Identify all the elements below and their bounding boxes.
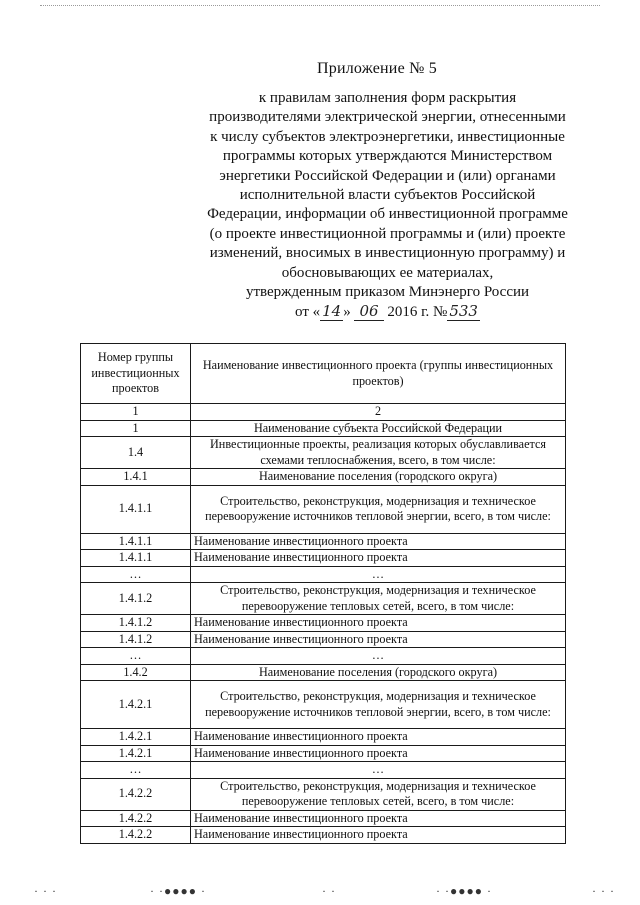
project-name-cell: Наименование инвестиционного проекта	[191, 745, 566, 762]
appendix-title: Приложение № 5	[317, 60, 437, 77]
project-name-cell: …	[191, 762, 566, 779]
preamble-line: энергетики Российской Федерации и (или) органами	[219, 167, 556, 184]
table-row	[81, 533, 566, 550]
group-number-cell: 1.4.1.1	[81, 485, 191, 533]
table-row	[81, 664, 566, 681]
table-row	[81, 778, 566, 810]
table-row	[81, 550, 566, 567]
preamble-line: к числу субъектов электроэнергетики, инвестиционные	[210, 128, 565, 145]
project-name-cell: Инвестиционные проекты, реализация которых обуславливается схемами теплоснабжения, всего, в том числе:	[191, 437, 566, 469]
group-number-cell: 1.4.2.1	[81, 745, 191, 762]
preamble-line: программы которых утверждаются Министерством	[222, 148, 553, 165]
project-name-cell: Наименование инвестиционного проекта	[191, 615, 566, 632]
column-header-group-number: Номер группы инвестиционных проектов	[81, 344, 191, 404]
group-number-cell: 1.4.2	[81, 664, 191, 681]
project-name-cell: Наименование инвестиционного проекта	[191, 729, 566, 746]
scan-artifact-dots: · ·●●●● ·	[436, 884, 492, 898]
scan-artifact-dots: · · ·	[34, 884, 57, 898]
group-number-cell: 1.4.1.2	[81, 583, 191, 615]
group-number-cell: 1.4.1.1	[81, 533, 191, 550]
preamble-line: к правилам заполнения форм раскрытия	[258, 90, 517, 106]
group-number-cell: …	[81, 648, 191, 665]
date-day-handwritten: 14	[322, 302, 342, 321]
project-name-cell: Наименование инвестиционного проекта	[191, 810, 566, 827]
group-number-cell: 1.4.2.1	[81, 729, 191, 746]
project-name-cell: Наименование инвестиционного проекта	[191, 631, 566, 648]
table-row	[81, 762, 566, 779]
group-number-cell: 1.4.2.1	[81, 681, 191, 729]
column-number: 1	[81, 404, 191, 421]
group-number-cell: 1.4.1.2	[81, 615, 191, 632]
table-row	[81, 437, 566, 469]
project-name-cell: Наименование поселения (городского округа)	[191, 469, 566, 486]
project-name-cell: Наименование инвестиционного проекта	[191, 533, 566, 550]
project-name-cell: Наименование поселения (городского округа)	[191, 664, 566, 681]
preamble-line: утвержденным приказом Минэнерго России	[245, 284, 530, 301]
date-prefix: от «	[295, 304, 321, 321]
date-month-handwritten: 06	[354, 302, 383, 321]
project-name-cell: Строительство, реконструкция, модернизация и техническое перевооружение тепловых сетей, всего, в том числе:	[191, 778, 566, 810]
table-row	[81, 631, 566, 648]
group-number-cell: …	[81, 566, 191, 583]
preamble-line: исполнительной власти субъектов Российской	[239, 187, 536, 204]
column-number-row	[81, 404, 566, 421]
table-row	[81, 648, 566, 665]
table-row	[81, 583, 566, 615]
group-number-cell: 1.4.2.2	[81, 827, 191, 844]
project-name-cell: Наименование субъекта Российской Федерации	[191, 420, 566, 437]
table-header-row	[81, 344, 566, 404]
group-number-cell: 1.4	[81, 437, 191, 469]
group-number-cell: 1	[81, 420, 191, 437]
project-name-cell: …	[191, 566, 566, 583]
project-name-cell: Строительство, реконструкция, модернизация и техническое перевооружение источников тепловой энергии, всего, в том числе:	[191, 485, 566, 533]
table-row	[81, 745, 566, 762]
date-sep: »	[343, 304, 351, 321]
group-number-cell: 1.4.1.1	[81, 550, 191, 567]
preamble-line: (о проекте инвестиционной программы и (или) проекте	[209, 225, 566, 242]
scan-artifact-dots: · ·●●●● ·	[150, 884, 206, 898]
investment-groups-table	[80, 343, 566, 844]
scan-artifact-dots: · · ·	[592, 884, 615, 898]
group-number-cell: …	[81, 762, 191, 779]
table-row	[81, 729, 566, 746]
table-row	[81, 810, 566, 827]
scan-artifact-top	[40, 5, 600, 8]
preamble-line: производителями электрической энергии, отнесенными	[209, 109, 566, 126]
project-name-cell: Наименование инвестиционного проекта	[191, 827, 566, 844]
column-number: 2	[191, 404, 566, 421]
table-row	[81, 615, 566, 632]
project-name-cell: Строительство, реконструкция, модернизация и техническое перевооружение источников тепловой энергии, всего, в том числе:	[191, 681, 566, 729]
table-row	[81, 566, 566, 583]
project-name-cell: …	[191, 648, 566, 665]
preamble-line: Федерации, информации об инвестиционной программе	[207, 206, 568, 223]
group-number-cell: 1.4.2.2	[81, 778, 191, 810]
preamble-line: изменений, вносимых в инвестиционную программу) и	[209, 245, 566, 262]
order-number-handwritten: 533	[449, 302, 478, 321]
table-row	[81, 420, 566, 437]
group-number-cell: 1.4.1	[81, 469, 191, 486]
scan-artifact-dots: · ·	[322, 884, 336, 898]
table-row	[81, 485, 566, 533]
table-row	[81, 469, 566, 486]
table-row	[81, 827, 566, 844]
date-year: 2016 г. №	[387, 304, 448, 321]
table-row	[81, 681, 566, 729]
appendix-preamble	[190, 89, 585, 323]
project-name-cell: Строительство, реконструкция, модернизация и техническое перевооружение тепловых сетей, всего, в том числе:	[191, 583, 566, 615]
order-date-line	[190, 302, 585, 322]
project-name-cell: Наименование инвестиционного проекта	[191, 550, 566, 567]
group-number-cell: 1.4.2.2	[81, 810, 191, 827]
preamble-line: обосновывающих ее материалах,	[281, 264, 494, 281]
group-number-cell: 1.4.1.2	[81, 631, 191, 648]
column-header-project-name: Наименование инвестиционного проекта (группы инвестиционных проектов)	[191, 344, 566, 404]
